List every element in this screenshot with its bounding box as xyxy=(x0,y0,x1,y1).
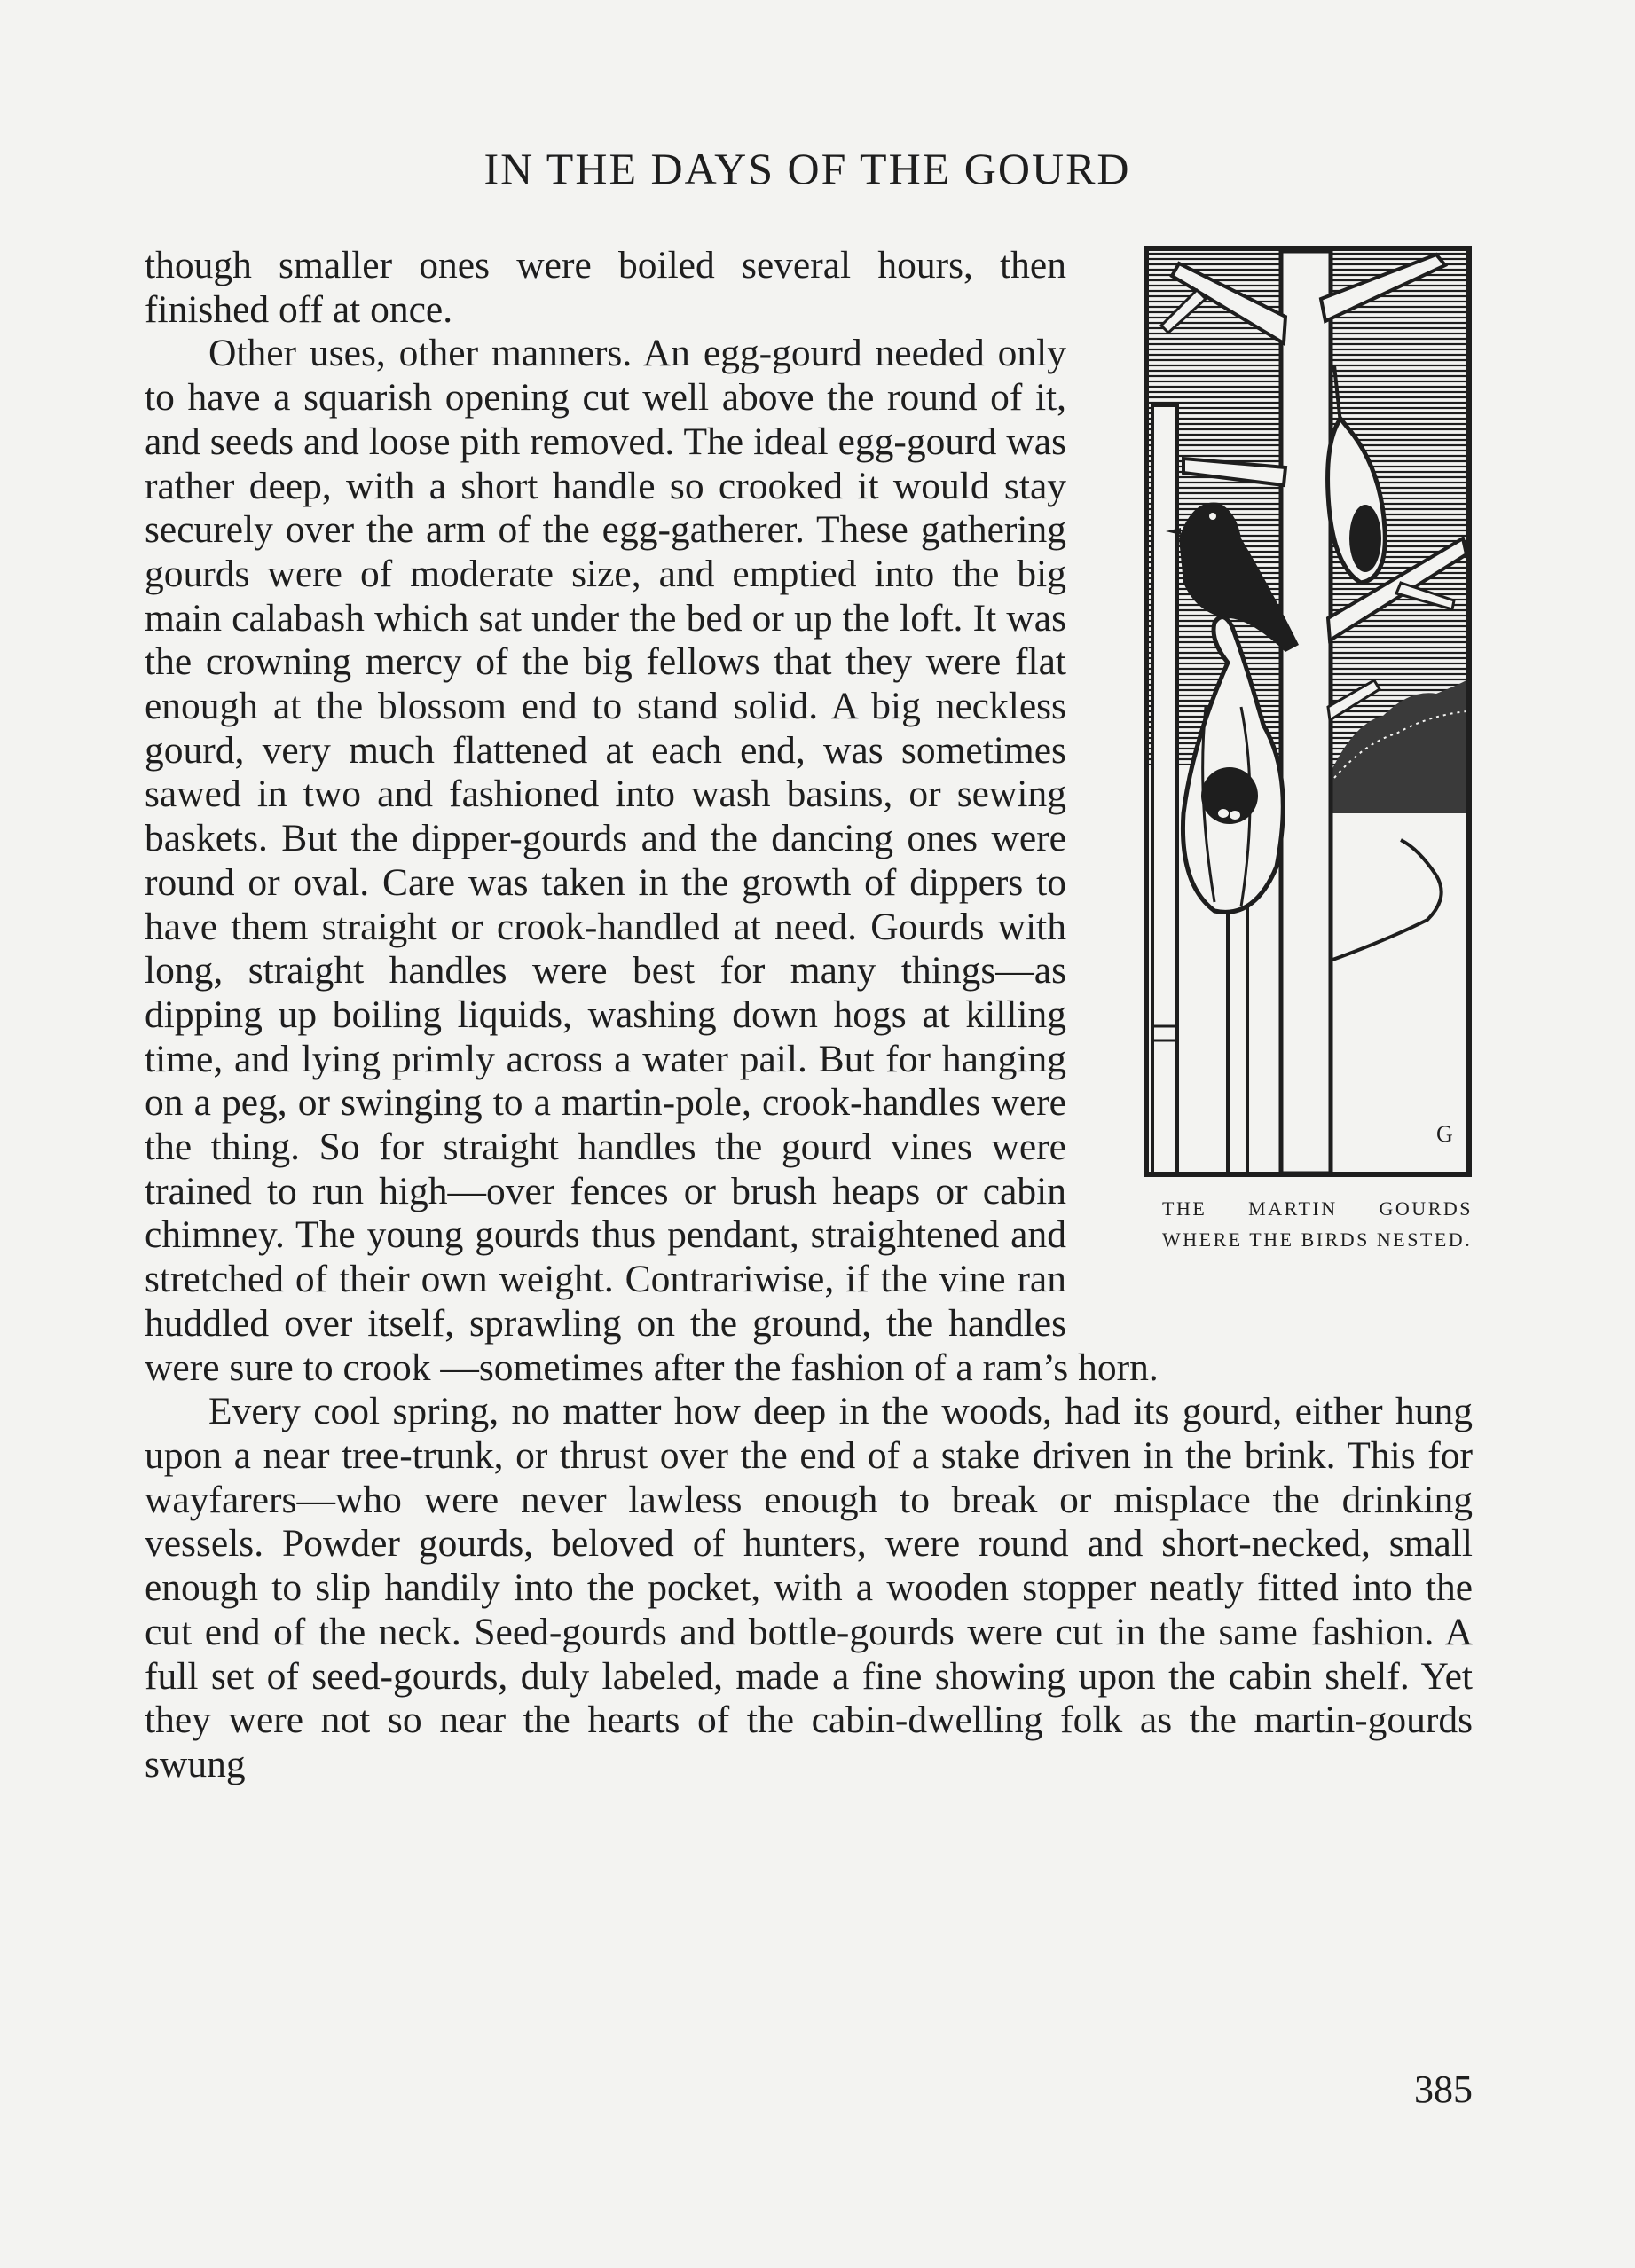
paragraph: though smaller ones were boiled several hours, then finished off at once. xyxy=(145,244,1066,331)
page-number: 385 xyxy=(1414,2068,1473,2111)
figure-caption: THE MARTIN GOURDS WHERE THE BIRDS NESTED. xyxy=(1162,1197,1473,1251)
body-text xyxy=(145,244,1473,1787)
figure-block xyxy=(1100,244,1473,1322)
running-head: IN THE DAYS OF THE GOURD xyxy=(483,144,1131,193)
illustrator-mark: G xyxy=(1436,1121,1453,1147)
martin-gourds-illustration xyxy=(1144,246,1472,1177)
paragraph: Every cool spring, no matter how deep in the woods, had its gourd, either hung upon a near tree-trunk, or thrust over the end of a stake driven in the brink. This for wayfarers—who were never lawless enough to break or misplace the drinking vessels. Powder gourds, beloved of hunters, were round and short-necked, small enough to slip handily into the pocket, with a wooden stopper neatly fitted into the cut end of the neck. Seed-gourds and bottle-gourds were cut in the same fashion. A full set of seed-gourds, duly labeled, made a fine showing upon the cabin shelf. Yet they were not so near the hearts of the cabin-dwelling folk as the martin-gourds swung xyxy=(145,1390,1473,1785)
paragraph: Other uses, other manners. An egg-gourd needed only to have a squarish opening cut well above the round of it, and seeds and loose pith removed. The ideal egg-gourd was rather deep, with a short handle so crooked it would stay securely over the arm of the egg-gatherer. These gathering gourds were of moderate size, and emptied into the big main calabash which sat under the bed or up the loft. It was the crowning mercy of the big fellows that they were flat enough at the blossom end to stand solid. A big neckless gourd, very much flattened at each end, was sometimes sawed in two and fashioned into wash basins, or sewing baskets. But the dipper-gourds and the dancing ones were round or oval. Care was taken in the growth of dippers to have them straight or crook-handled at need. Gourds with long, straight handles were best for many things—as dipping up boiling liquids, washing down hogs at killing time, and lying primly across a water pail. But for hanging on a peg, or swinging to a martin-pole, crook-handles were the thing. So for straight handles the gourd vines were trained to run high—over fences or brush heaps or cabin chimney. The young gourds thus pendant, straightened and stretched of their own weight. Contrariwise, if the vine ran huddled over itself, sprawling on the ground, the handles were sure to crook —sometimes after the fashion of a ram’s horn. xyxy=(145,332,1159,1389)
